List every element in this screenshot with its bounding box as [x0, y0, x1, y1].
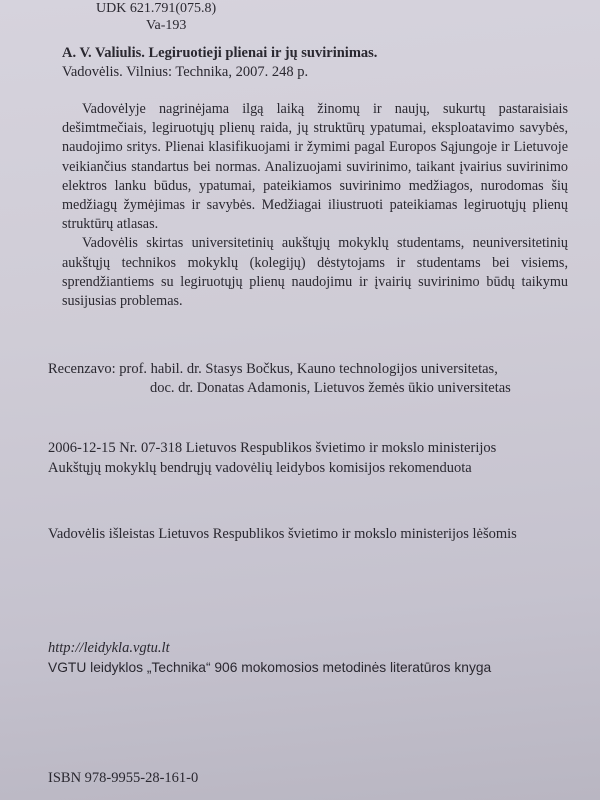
isbn: ISBN 978-9955-28-161-0 [48, 770, 199, 786]
bibliographic-entry [62, 44, 542, 82]
reviewer-line-1: Recenzavo: prof. habil. dr. Stasys Bočkus, Kauno technologijos universitetas, [48, 361, 498, 377]
abstract [62, 100, 568, 311]
abstract-paragraph-2: Vadovėlis skirtas universitetinių aukštųjų mokyklų studentams, neuniversitetinių aukštųjų technikos mokyklų (kolegijų) dėstytojams ir studentams bei visiems, sprendžiantiems su legiruotųjų plienų naudojimu ir įvairių suvirinimo būdų taikymu susijusias problemas. [62, 235, 568, 310]
book-title: A. V. Valiulis. Legiruotieji plienai ir jų suvirinimas. [62, 45, 378, 61]
approval-line-1: 2006-12-15 Nr. 07-318 Lietuvos Respublikos švietimo ir mokslo ministerijos [48, 440, 497, 456]
abstract-paragraph-1: Vadovėlyje nagrinėjama ilgą laiką žinomų ir naujų, sukurtų pastaraisiais dešimtmečiais, legiruotųjų plienų raida, jų struktūrų ypatumai, eksploatavimo savybės, naudojimo sritys. Plienai klasifikuojami ir žymimi pagal Europos Sąjungoje ir Lietuvoje veikiančius standartus bei normas. Analizuojami suvirinimo, taikant įvairius suvirinimo elektros lanku būdus, ypatumai, pateikiamos suvirinimo medžiagos, nurodomas šių medžiagų žymėjimas ir savybės. Medžiagai iliustruoti pateikiamas legiruotųjų plienų struktūrų atlasas. [62, 101, 568, 233]
publisher-url: http://leidykla.vgtu.lt [48, 640, 170, 656]
udk-code: UDK 621.791(075.8) [96, 1, 217, 16]
classification-header [96, 0, 216, 34]
publication-details: Vadovėlis. Vilnius: Technika, 2007. 248 p. [62, 64, 309, 80]
reviewers [48, 360, 578, 398]
reviewer-line-2: doc. dr. Donatas Adamonis, Lietuvos žemės ūkio universitetas [150, 380, 511, 396]
approval-line-2: Aukštųjų mokyklų bendrųjų vadovėlių leidybos komisijos rekomenduota [48, 460, 472, 476]
funding-statement: Vadovėlis išleistas Lietuvos Respublikos švietimo ir mokslo ministerijos lėšomis [48, 526, 517, 542]
approval-statement [48, 438, 588, 478]
library-code: Va-193 [146, 18, 187, 33]
series-note: VGTU leidyklos „Technika“ 906 mokomosios metodinės literatūros knyga [48, 660, 492, 675]
